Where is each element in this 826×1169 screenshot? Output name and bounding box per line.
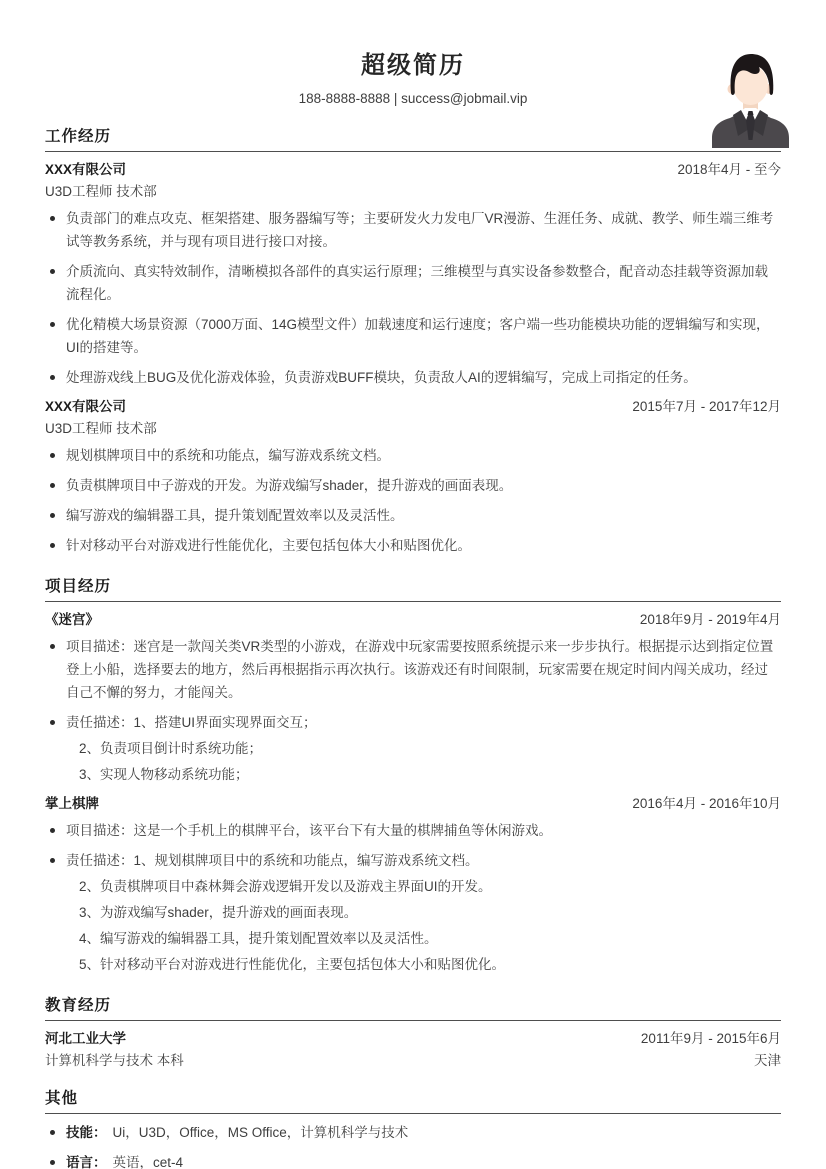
work-bullet: 处理游戏线上BUG及优化游戏体验，负责游戏BUFF模块，负责敌人AI的逻辑编写，完成上司指定的任务。 xyxy=(45,366,781,389)
project-date-range: 2018年9月 - 2019年4月 xyxy=(639,612,781,627)
work-bullet: 规划棋牌项目中的系统和功能点，编写游戏系统文档。 xyxy=(45,444,781,467)
education-entry xyxy=(45,1031,781,1069)
project-responsibility xyxy=(45,849,781,976)
work-bullet: 负责棋牌项目中子游戏的开发。为游戏编写shader，提升游戏的画面表现。 xyxy=(45,474,781,497)
responsibility-line: 责任描述：1、搭建UI界面实现界面交互； xyxy=(66,715,317,730)
job-role xyxy=(45,421,781,437)
work-bullet: 介质流向、真实特效制作，清晰模拟各部件的真实运行原理；三维模型与真实设备参数整合，配音动态挂载等资源加载流程化。 xyxy=(45,260,781,306)
company-name: XXX有限公司 xyxy=(45,162,127,177)
work-bullet: 负责部门的难点攻克、框架搭建、服务器编写等；主要研发火力发电厂VR漫游、生涯任务、成就、教学、师生端三维考试等教务系统，并与现有项目进行接口对接。 xyxy=(45,207,781,253)
education-entry-head xyxy=(45,1031,781,1047)
page-title: 超级简历 xyxy=(361,52,465,79)
project-description: 项目描述：迷宫是一款闯关类VR类型的小游戏，在游戏中玩家需要按照系统提示来一步步执行。根据提示达到指定位置登上小船，选择要去的地方，然后再根据指示再次执行。该游戏还有时间限制，玩家需要在规定时间内闯关成功，经过自己不懈的努力，才能闯关。 xyxy=(45,635,781,704)
language-value: 英语，cet-4 xyxy=(112,1155,184,1169)
company-name: XXX有限公司 xyxy=(45,399,127,414)
work-date-range: 2018年4月 - 至今 xyxy=(677,162,781,177)
project-name: 掌上棋牌 xyxy=(45,796,99,811)
resume-header xyxy=(45,51,781,107)
skills-value: Ui，U3D，Office，MS Office，计算机科学与技术 xyxy=(112,1125,409,1140)
other-list xyxy=(45,1121,781,1169)
project-responsibility xyxy=(45,711,781,786)
job-role-text: U3D工程师 技术部 xyxy=(45,184,157,199)
project-description: 项目描述：这是一个手机上的棋牌平台，该平台下有大量的棋牌捕鱼等休闲游戏。 xyxy=(45,819,781,842)
section-other xyxy=(45,1091,781,1169)
work-date-range: 2015年7月 - 2017年12月 xyxy=(632,399,781,414)
project-entry-head xyxy=(45,612,781,628)
work-bullet: 针对移动平台对游戏进行性能优化，主要包括包体大小和贴图优化。 xyxy=(45,534,781,557)
project-bullet-list xyxy=(45,635,781,786)
work-entry xyxy=(45,399,781,557)
responsibility-line: 3、为游戏编写shader，提升游戏的画面表现。 xyxy=(79,905,358,920)
work-bullet: 编写游戏的编辑器工具，提升策划配置效率以及灵活性。 xyxy=(45,504,781,527)
project-entry xyxy=(45,612,781,786)
responsibility-line: 3、实现人物移动系统功能； xyxy=(79,767,249,782)
project-entry xyxy=(45,796,781,976)
language-label: 语言： xyxy=(66,1155,107,1169)
section-work xyxy=(45,129,781,557)
section-heading-projects: 项目经历 xyxy=(45,579,781,602)
project-name: 《迷宫》 xyxy=(45,612,99,627)
responsibility-line: 4、编写游戏的编辑器工具，提升策划配置效率以及灵活性。 xyxy=(79,931,438,946)
work-entry-head xyxy=(45,162,781,178)
project-bullet-list xyxy=(45,819,781,976)
work-bullet-list xyxy=(45,444,781,557)
project-date-range: 2016年4月 - 2016年10月 xyxy=(632,796,781,811)
work-entry xyxy=(45,162,781,389)
section-heading-work: 工作经历 xyxy=(45,129,781,152)
responsibility-line: 2、负责棋牌项目中森林舞会游戏逻辑开发以及游戏主界面UI的开发。 xyxy=(79,879,492,894)
project-entry-head xyxy=(45,796,781,812)
responsibility-line: 2、负责项目倒计时系统功能； xyxy=(79,741,263,756)
school-name: 河北工业大学 xyxy=(45,1031,126,1046)
major-degree: 计算机科学与技术 本科 xyxy=(45,1053,184,1068)
responsibility-line: 5、针对移动平台对游戏进行性能优化，主要包括包体大小和贴图优化。 xyxy=(79,957,506,972)
section-heading-education: 教育经历 xyxy=(45,998,781,1021)
profile-photo xyxy=(708,48,793,148)
work-bullet-list xyxy=(45,207,781,389)
responsibility-line: 责任描述：1、规划棋牌项目中的系统和功能点，编写游戏系统文档。 xyxy=(66,853,479,868)
education-date-range: 2011年9月 - 2015年6月 xyxy=(640,1031,781,1046)
skills-item xyxy=(45,1121,781,1144)
section-projects xyxy=(45,579,781,976)
work-entry-head xyxy=(45,399,781,415)
language-item xyxy=(45,1151,781,1169)
skills-label: 技能： xyxy=(66,1125,107,1140)
education-detail-row xyxy=(45,1053,781,1069)
school-location: 天津 xyxy=(754,1053,781,1068)
male-avatar-icon xyxy=(708,48,793,148)
work-bullet: 优化精模大场景资源（7000万面、14G模型文件）加载速度和运行速度；客户端一些功能模块功能的逻辑编写和实现，UI的搭建等。 xyxy=(45,313,781,359)
section-heading-other: 其他 xyxy=(45,1091,781,1114)
section-education xyxy=(45,998,781,1069)
job-role xyxy=(45,184,781,200)
contact-line: 188-8888-8888 | success@jobmail.vip xyxy=(298,91,528,106)
job-role-text: U3D工程师 技术部 xyxy=(45,421,157,436)
